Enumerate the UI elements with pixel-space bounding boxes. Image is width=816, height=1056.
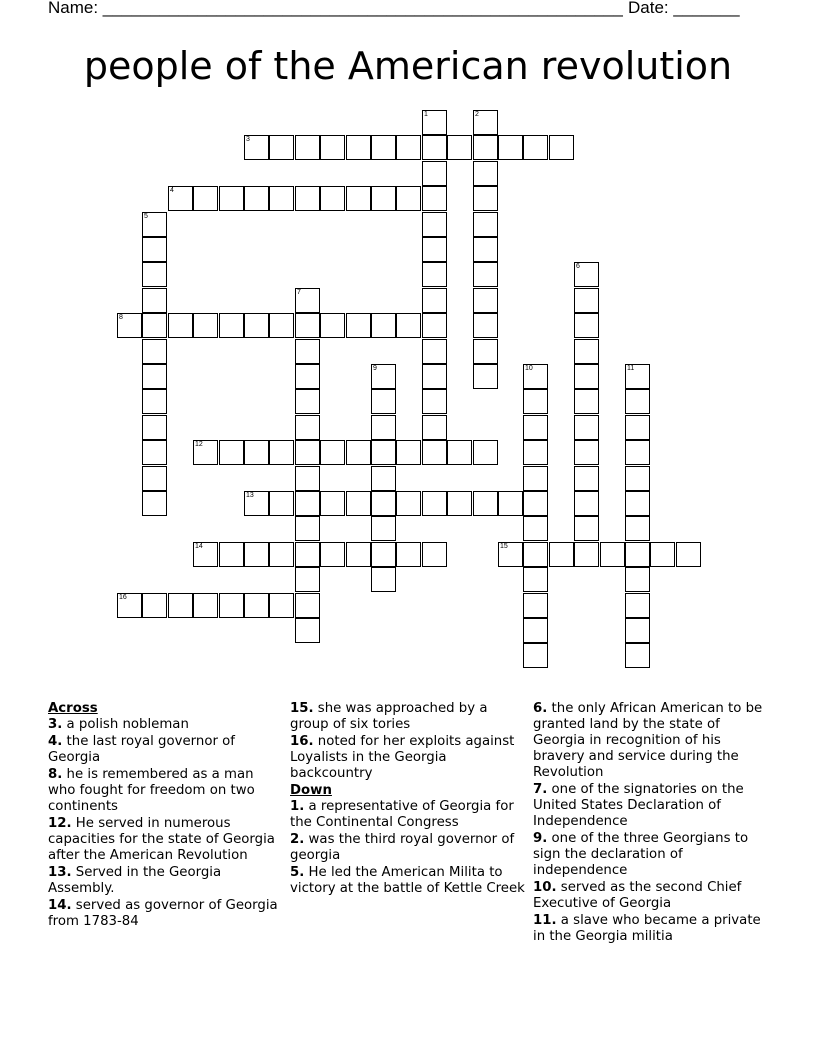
grid-cell[interactable] [142, 364, 167, 389]
grid-cell[interactable] [396, 186, 421, 211]
grid-cell[interactable] [676, 542, 701, 567]
grid-cell[interactable] [142, 262, 167, 287]
grid-cell[interactable] [422, 364, 447, 389]
grid-cell[interactable] [295, 135, 320, 160]
grid-cell[interactable] [320, 135, 345, 160]
grid-cell[interactable] [371, 135, 396, 160]
grid-cell[interactable] [422, 110, 447, 135]
grid-cell[interactable] [523, 440, 548, 465]
clue-number: 12. [48, 816, 72, 831]
clue-text: he is remembered as a man who fought for freedom on two continents [48, 767, 255, 814]
grid-cell[interactable] [422, 237, 447, 262]
grid-cell[interactable] [371, 466, 396, 491]
grid-cell[interactable] [295, 313, 320, 338]
grid-cell[interactable] [396, 440, 421, 465]
clue-down-1 [290, 799, 526, 831]
grid-cell[interactable] [523, 643, 548, 668]
grid-cell[interactable] [346, 313, 371, 338]
clue-number: 5. [290, 865, 305, 880]
grid-cell[interactable] [295, 516, 320, 541]
grid-cell[interactable] [142, 593, 167, 618]
grid-cell[interactable] [371, 567, 396, 592]
grid-cell[interactable] [574, 542, 599, 567]
grid-cell[interactable] [371, 364, 396, 389]
grid-cell[interactable] [193, 440, 218, 465]
across-heading: Across [48, 701, 98, 716]
grid-cell[interactable] [295, 440, 320, 465]
grid-cell[interactable] [371, 415, 396, 440]
grid-cell[interactable] [473, 288, 498, 313]
grid-cell[interactable] [295, 466, 320, 491]
grid-cell[interactable] [600, 542, 625, 567]
grid-cell[interactable] [473, 110, 498, 135]
grid-cell[interactable] [371, 313, 396, 338]
cell-number: 9 [373, 365, 377, 372]
clue-text: she was approached by a group of six tories [290, 701, 488, 732]
grid-cell[interactable] [473, 440, 498, 465]
grid-cell[interactable] [193, 313, 218, 338]
cell-number: 11 [627, 365, 635, 372]
grid-cell[interactable] [142, 313, 167, 338]
grid-cell[interactable] [295, 186, 320, 211]
grid-cell[interactable] [269, 135, 294, 160]
grid-cell[interactable] [473, 135, 498, 160]
grid-cell[interactable] [371, 389, 396, 414]
grid-cell[interactable] [625, 643, 650, 668]
grid-cell[interactable] [142, 212, 167, 237]
clue-text: He led the American Milita to victory at the battle of Kettle Creek [290, 865, 525, 896]
grid-cell[interactable] [244, 593, 269, 618]
grid-cell[interactable] [320, 313, 345, 338]
grid-cell[interactable] [320, 186, 345, 211]
clue-number: 10. [533, 880, 557, 895]
grid-cell[interactable] [498, 542, 523, 567]
grid-cell[interactable] [295, 567, 320, 592]
grid-cell[interactable] [295, 491, 320, 516]
clue-down-2 [290, 832, 526, 864]
clue-text: one of the three Georgians to sign the declaration of independence [533, 831, 749, 878]
grid-cell[interactable] [244, 542, 269, 567]
grid-cell[interactable] [244, 135, 269, 160]
clue-column-3 [533, 701, 769, 946]
clue-number: 1. [290, 799, 305, 814]
grid-cell[interactable] [219, 313, 244, 338]
clue-number: 7. [533, 782, 548, 797]
grid-cell[interactable] [168, 593, 193, 618]
grid-cell[interactable] [574, 415, 599, 440]
clue-down-10 [533, 880, 769, 912]
grid-cell[interactable] [523, 618, 548, 643]
grid-cell[interactable] [193, 542, 218, 567]
grid-cell[interactable] [523, 593, 548, 618]
grid-cell[interactable] [269, 186, 294, 211]
grid-cell[interactable] [625, 593, 650, 618]
grid-cell[interactable] [142, 415, 167, 440]
grid-cell[interactable] [473, 262, 498, 287]
grid-cell[interactable] [320, 440, 345, 465]
grid-cell[interactable] [574, 491, 599, 516]
clue-text: a representative of Georgia for the Continental Congress [290, 799, 514, 830]
clue-number: 16. [290, 734, 314, 749]
cell-number: 3 [246, 136, 250, 143]
grid-cell[interactable] [295, 339, 320, 364]
grid-cell[interactable] [574, 364, 599, 389]
cell-number: 12 [195, 441, 203, 448]
cell-number: 7 [297, 289, 301, 296]
grid-cell[interactable] [168, 313, 193, 338]
clue-number: 9. [533, 831, 548, 846]
grid-cell[interactable] [498, 491, 523, 516]
grid-cell[interactable] [371, 186, 396, 211]
clue-text: Served in the Georgia Assembly. [48, 865, 222, 896]
clue-text: a slave who became a private in the Georgia militia [533, 913, 761, 944]
clue-across-8 [48, 767, 284, 815]
grid-cell[interactable] [193, 186, 218, 211]
clue-across-16 [290, 734, 526, 782]
grid-cell[interactable] [523, 516, 548, 541]
grid-cell[interactable] [574, 389, 599, 414]
clue-number: 11. [533, 913, 557, 928]
grid-cell[interactable] [422, 389, 447, 414]
grid-cell[interactable] [473, 186, 498, 211]
grid-cell[interactable] [142, 466, 167, 491]
grid-cell[interactable] [422, 288, 447, 313]
clue-number: 6. [533, 701, 548, 716]
cell-number: 2 [475, 111, 479, 118]
grid-cell[interactable] [574, 466, 599, 491]
cell-number: 13 [246, 492, 254, 499]
grid-cell[interactable] [625, 466, 650, 491]
grid-cell[interactable] [142, 440, 167, 465]
clue-number: 3. [48, 717, 63, 732]
clue-text: the only African American to be granted land by the state of Georgia in recognition of his bravery and service during the Revolution [533, 701, 763, 780]
grid-cell[interactable] [523, 567, 548, 592]
cell-number: 4 [170, 187, 174, 194]
grid-cell[interactable] [396, 313, 421, 338]
clue-down-6 [533, 701, 769, 781]
grid-cell[interactable] [523, 466, 548, 491]
grid-cell[interactable] [523, 389, 548, 414]
grid-cell[interactable] [574, 516, 599, 541]
date-field-label[interactable]: Date: _______ [628, 0, 740, 17]
grid-cell[interactable] [549, 135, 574, 160]
grid-cell[interactable] [625, 364, 650, 389]
clue-across-3 [48, 717, 284, 733]
clue-column-1 [48, 701, 284, 931]
grid-cell[interactable] [625, 491, 650, 516]
cell-number: 15 [500, 543, 508, 550]
grid-cell[interactable] [473, 237, 498, 262]
grid-cell[interactable] [447, 491, 472, 516]
grid-cell[interactable] [117, 313, 142, 338]
grid-cell[interactable] [523, 542, 548, 567]
grid-cell[interactable] [473, 491, 498, 516]
grid-cell[interactable] [473, 339, 498, 364]
clue-list [48, 717, 284, 930]
clue-down-5 [290, 865, 526, 897]
grid-cell[interactable] [447, 440, 472, 465]
grid-cell[interactable] [295, 288, 320, 313]
grid-cell[interactable] [650, 542, 675, 567]
grid-cell[interactable] [295, 389, 320, 414]
clue-text: served as governor of Georgia from 1783-84 [48, 898, 278, 929]
grid-cell[interactable] [269, 491, 294, 516]
grid-cell[interactable] [269, 542, 294, 567]
clue-number: 15. [290, 701, 314, 716]
grid-cell[interactable] [295, 415, 320, 440]
grid-cell[interactable] [574, 339, 599, 364]
grid-cell[interactable] [473, 161, 498, 186]
grid-cell[interactable] [422, 135, 447, 160]
clue-column-2 [290, 701, 526, 898]
clue-across-13 [48, 865, 284, 897]
name-field-label[interactable]: Name: _______________________________________________________ [48, 0, 623, 17]
down-heading: Down [290, 783, 332, 798]
grid-cell[interactable] [269, 593, 294, 618]
clue-number: 14. [48, 898, 72, 913]
grid-cell[interactable] [625, 440, 650, 465]
grid-cell[interactable] [523, 135, 548, 160]
grid-cell[interactable] [422, 491, 447, 516]
grid-cell[interactable] [320, 542, 345, 567]
grid-cell[interactable] [422, 542, 447, 567]
grid-cell[interactable] [422, 186, 447, 211]
grid-cell[interactable] [447, 135, 472, 160]
clue-across-4 [48, 734, 284, 766]
grid-cell[interactable] [244, 186, 269, 211]
grid-cell[interactable] [574, 313, 599, 338]
grid-cell[interactable] [295, 618, 320, 643]
grid-cell[interactable] [346, 186, 371, 211]
grid-cell[interactable] [422, 262, 447, 287]
grid-cell[interactable] [346, 440, 371, 465]
clue-across-14 [48, 898, 284, 930]
grid-cell[interactable] [142, 491, 167, 516]
grid-cell[interactable] [549, 542, 574, 567]
grid-cell[interactable] [473, 212, 498, 237]
grid-cell[interactable] [269, 313, 294, 338]
grid-cell[interactable] [219, 440, 244, 465]
grid-cell[interactable] [193, 593, 218, 618]
grid-cell[interactable] [244, 491, 269, 516]
grid-cell[interactable] [320, 491, 345, 516]
clue-number: 13. [48, 865, 72, 880]
grid-cell[interactable] [295, 364, 320, 389]
grid-cell[interactable] [396, 491, 421, 516]
clue-text: one of the signatories on the United States Declaration of Independence [533, 782, 744, 829]
grid-cell[interactable] [346, 135, 371, 160]
cell-number: 1 [424, 111, 428, 118]
clue-number: 2. [290, 832, 305, 847]
clue-text: noted for her exploits against Loyalists in the Georgia backcountry [290, 734, 515, 781]
grid-cell[interactable] [371, 440, 396, 465]
grid-cell[interactable] [269, 440, 294, 465]
grid-cell[interactable] [396, 135, 421, 160]
grid-cell[interactable] [422, 161, 447, 186]
puzzle-title: people of the American revolution [83, 44, 733, 88]
grid-cell[interactable] [574, 288, 599, 313]
grid-cell[interactable] [574, 440, 599, 465]
cell-number: 6 [576, 263, 580, 270]
grid-cell[interactable] [523, 364, 548, 389]
grid-cell[interactable] [625, 389, 650, 414]
grid-cell[interactable] [142, 339, 167, 364]
grid-cell[interactable] [396, 542, 421, 567]
cell-number: 14 [195, 543, 203, 550]
grid-cell[interactable] [371, 542, 396, 567]
grid-cell[interactable] [346, 491, 371, 516]
grid-cell[interactable] [219, 593, 244, 618]
grid-cell[interactable] [295, 542, 320, 567]
clue-text: the last royal governor of Georgia [48, 734, 235, 765]
clue-number: 4. [48, 734, 63, 749]
grid-cell[interactable] [168, 186, 193, 211]
cell-number: 5 [144, 213, 148, 220]
grid-cell[interactable] [142, 389, 167, 414]
grid-cell[interactable] [473, 364, 498, 389]
cell-number: 8 [119, 314, 123, 321]
grid-cell[interactable] [295, 593, 320, 618]
clue-text: was the third royal governor of georgia [290, 832, 515, 863]
clue-down-11 [533, 913, 769, 945]
clue-across-15 [290, 701, 526, 733]
grid-cell[interactable] [625, 542, 650, 567]
grid-cell[interactable] [244, 440, 269, 465]
grid-cell[interactable] [625, 618, 650, 643]
grid-cell[interactable] [422, 415, 447, 440]
grid-cell[interactable] [498, 135, 523, 160]
grid-cell[interactable] [244, 313, 269, 338]
grid-cell[interactable] [422, 440, 447, 465]
cell-number: 10 [525, 365, 533, 372]
grid-cell[interactable] [142, 237, 167, 262]
grid-cell[interactable] [625, 567, 650, 592]
grid-cell[interactable] [422, 212, 447, 237]
grid-cell[interactable] [523, 415, 548, 440]
grid-cell[interactable] [371, 491, 396, 516]
clue-down-9 [533, 831, 769, 879]
grid-cell[interactable] [422, 339, 447, 364]
grid-cell[interactable] [473, 313, 498, 338]
grid-cell[interactable] [219, 186, 244, 211]
clue-down-7 [533, 782, 769, 830]
grid-cell[interactable] [574, 262, 599, 287]
clue-number: 8. [48, 767, 63, 782]
clue-text: He served in numerous capacities for the state of Georgia after the American Revolution [48, 816, 275, 863]
grid-cell[interactable] [523, 491, 548, 516]
grid-cell[interactable] [142, 288, 167, 313]
clue-across-12 [48, 816, 284, 864]
grid-cell[interactable] [219, 542, 244, 567]
grid-cell[interactable] [625, 516, 650, 541]
grid-cell[interactable] [422, 313, 447, 338]
grid-cell[interactable] [371, 516, 396, 541]
grid-cell[interactable] [346, 542, 371, 567]
clue-text: served as the second Chief Executive of Georgia [533, 880, 742, 911]
clue-text: a polish nobleman [66, 717, 189, 732]
grid-cell[interactable] [117, 593, 142, 618]
grid-cell[interactable] [625, 415, 650, 440]
cell-number: 16 [119, 594, 127, 601]
